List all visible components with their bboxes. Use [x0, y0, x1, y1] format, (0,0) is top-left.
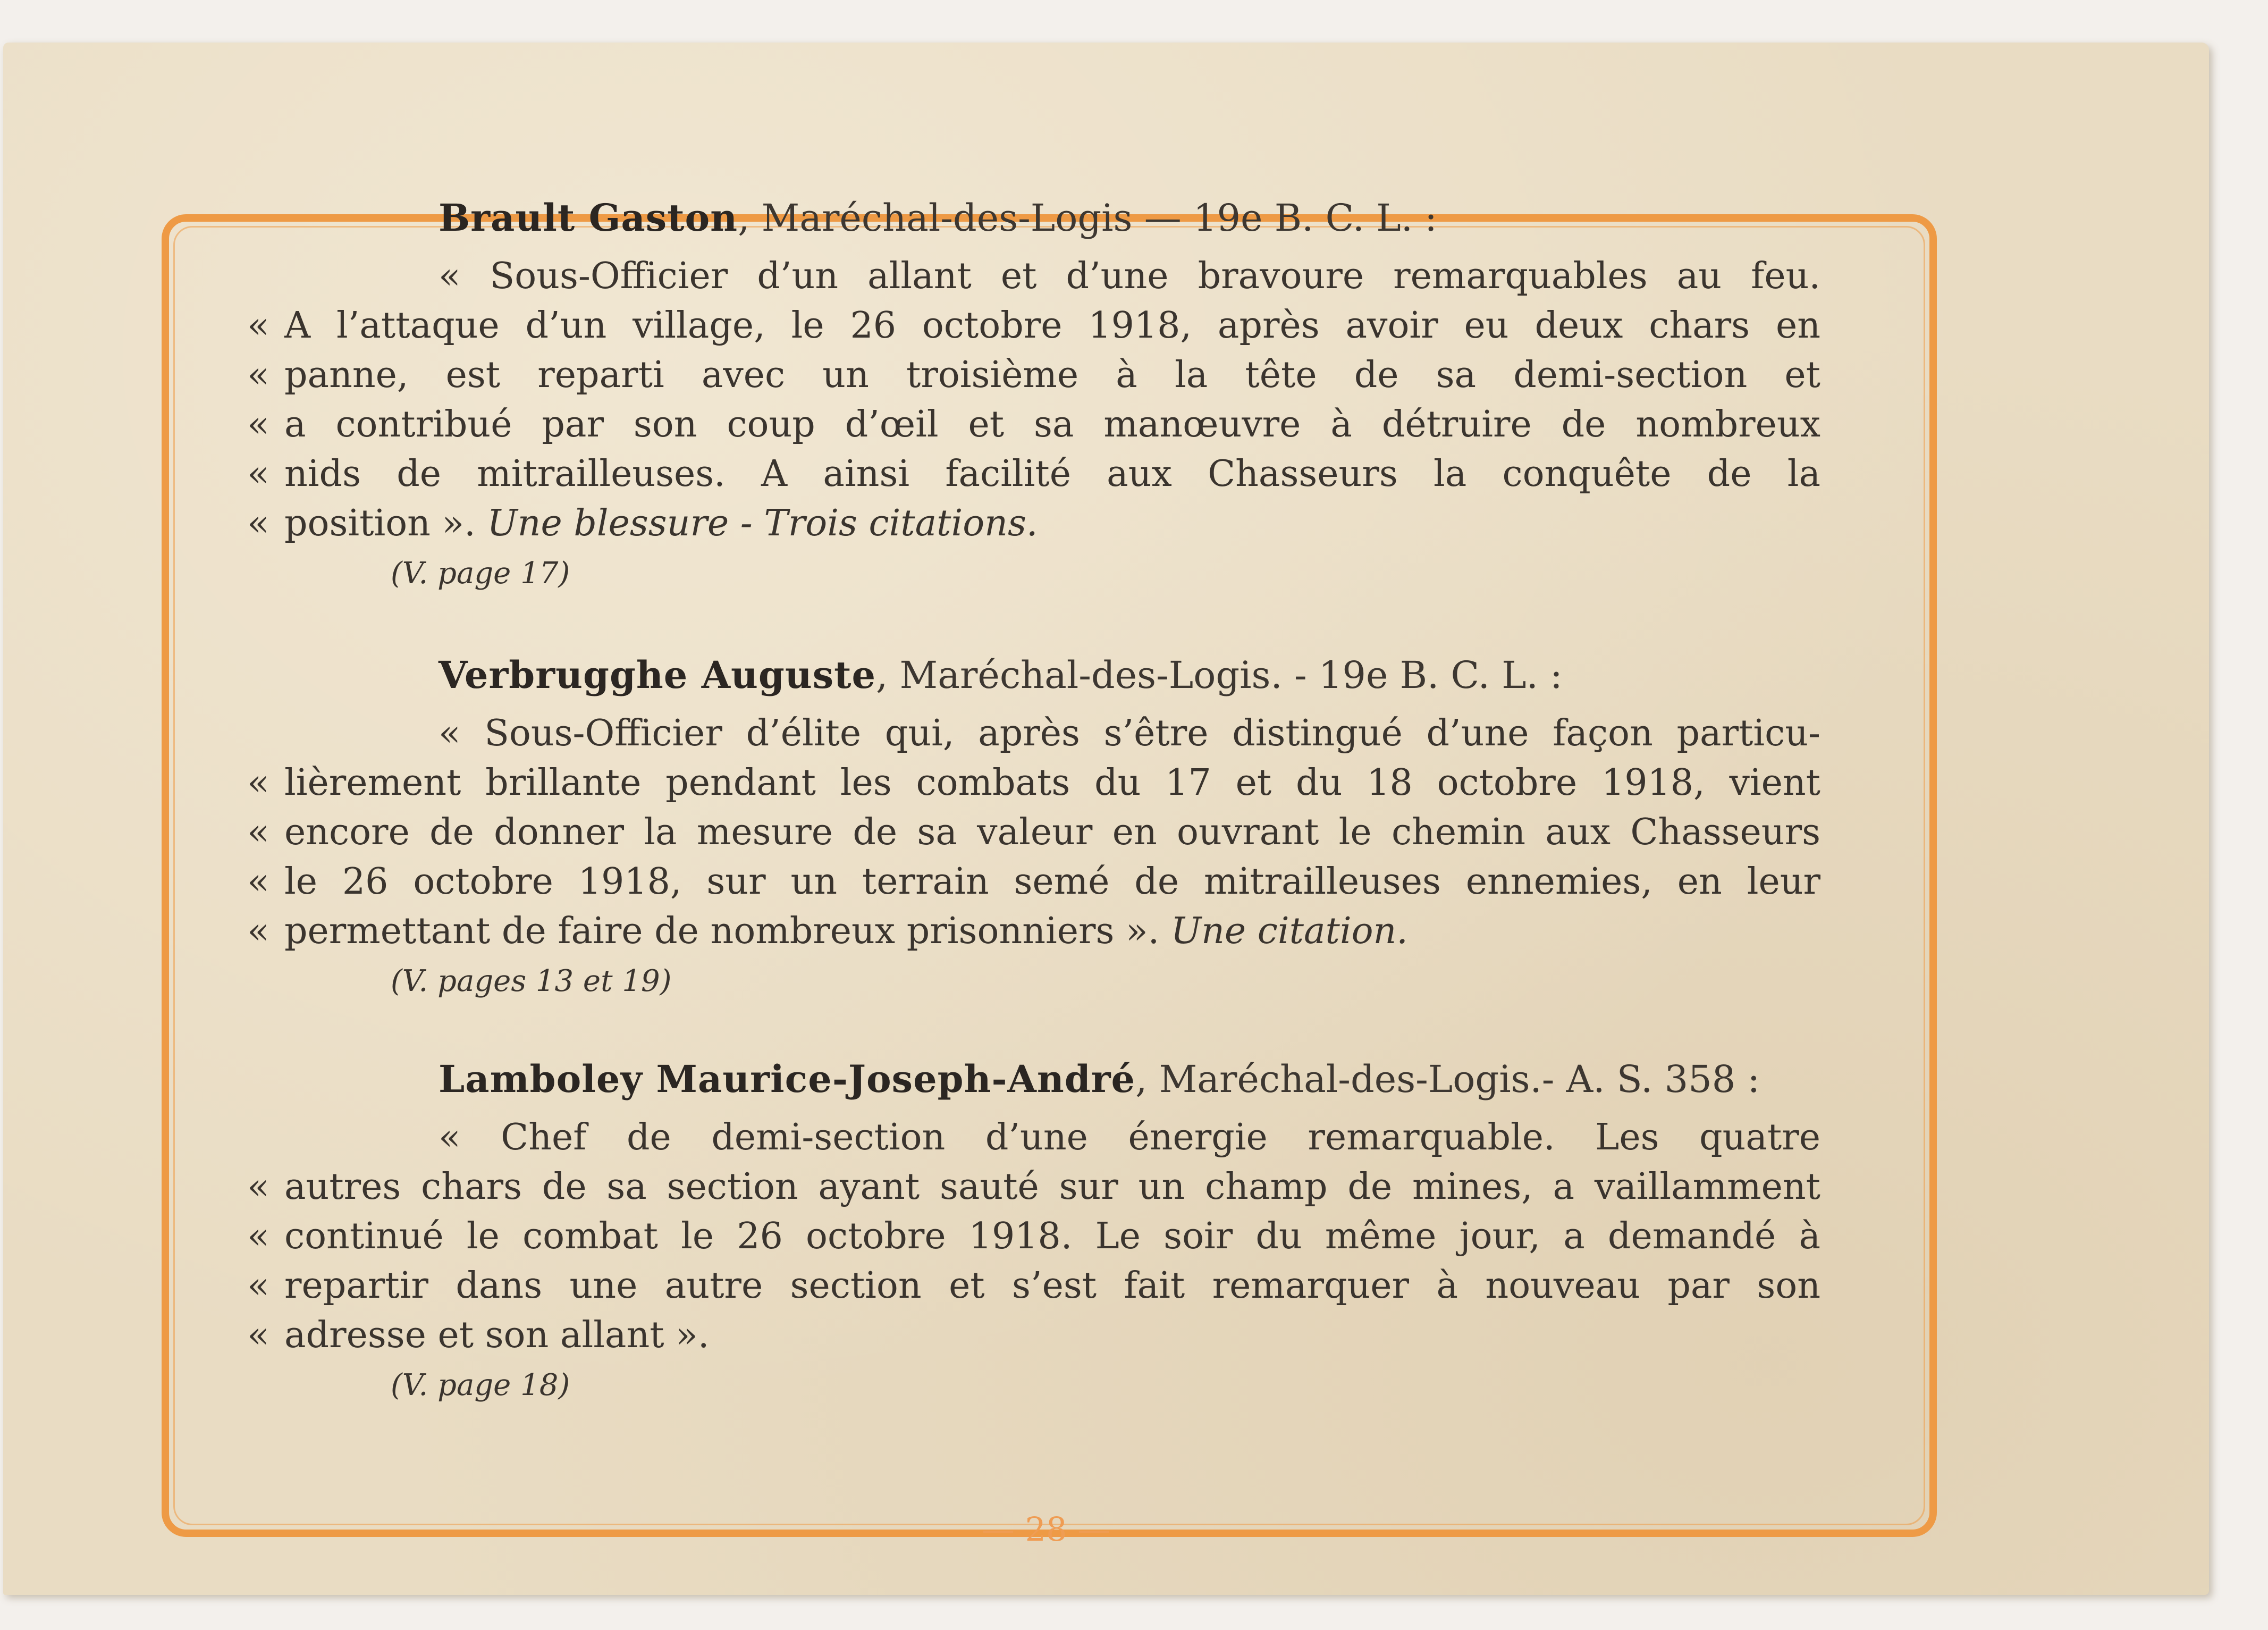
- citation-entry-lamboley: [247, 1055, 1820, 1407]
- quote-mark: «: [247, 1215, 269, 1257]
- citation-line: « encore de donner la mesure de sa valeur en ouvrant le chemin aux Chasseurs: [247, 808, 1820, 857]
- citation-entry-verbrugghe: [247, 651, 1820, 1003]
- page-number: — 28 —: [981, 1510, 1111, 1549]
- citation-line-last: « adresse et son allant ».: [247, 1310, 1820, 1360]
- quote-mark: «: [247, 1265, 269, 1307]
- entry-heading: [439, 1055, 1820, 1103]
- quote-mark: «: [247, 811, 269, 853]
- citation-line: « Sous-Officier d’élite qui, après s’être distingué d’une façon particu-: [439, 712, 1820, 754]
- quote-mark: «: [247, 910, 269, 952]
- citation-entry-brault: [247, 194, 1820, 595]
- citation-line-last: « position ». Une blessure - Trois citations.: [247, 499, 1820, 548]
- quote-mark: «: [247, 502, 269, 544]
- quote-mark: «: [247, 453, 269, 495]
- citation-line-last: « permettant de faire de nombreux prisonniers ». Une citation.: [247, 906, 1820, 956]
- rank-unit: , Maréchal-des-Logis. - 19e B. C. L. :: [876, 653, 1563, 697]
- page-reference: (V. page 17): [391, 556, 570, 591]
- page-reference: (V. pages 13 et 19): [391, 964, 672, 998]
- citation-line: « Chef de demi-section d’une énergie remarquable. Les quatre: [439, 1116, 1820, 1158]
- citation-line: « nids de mitrailleuses. A ainsi facilité aux Chasseurs la conquête de la: [247, 449, 1820, 499]
- citation-summary: Une blessure - Trois citations.: [487, 502, 1038, 544]
- citation-line: « panne, est reparti avec un troisième à la tête de sa demi-section et: [247, 350, 1820, 400]
- citation-summary: Une citation.: [1170, 910, 1408, 952]
- entry-heading: [439, 651, 1820, 699]
- citation-line: « repartir dans une autre section et s’est fait remarquer à nouveau par son: [247, 1261, 1820, 1310]
- soldier-name: Lamboley Maurice-Joseph-André: [439, 1057, 1136, 1101]
- rank-unit: , Maréchal-des-Logis.- A. S. 358 :: [1135, 1057, 1760, 1101]
- citation-line: « autres chars de sa section ayant sauté sur un champ de mines, a vaillamment: [247, 1162, 1820, 1212]
- citation-line: « le 26 octobre 1918, sur un terrain semé de mitrailleuses ennemies, en leur: [247, 857, 1820, 906]
- quote-mark: «: [247, 1314, 269, 1356]
- soldier-name: Brault Gaston: [439, 196, 738, 240]
- quote-mark: «: [247, 861, 269, 903]
- citation-line: « lièrement brillante pendant les combats du 17 et du 18 octobre 1918, vient: [247, 758, 1820, 808]
- citation-line: « A l’attaque d’un village, le 26 octobre 1918, après avoir eu deux chars en: [247, 301, 1820, 350]
- quote-mark: «: [247, 762, 269, 804]
- quote-mark: «: [247, 1166, 269, 1208]
- rank-unit: , Maréchal-des-Logis — 19e B. C. L. :: [738, 196, 1437, 240]
- quote-mark: «: [247, 354, 269, 396]
- citation-line: « a contribué par son coup d’œil et sa manœuvre à détruire de nombreux: [247, 400, 1820, 449]
- soldier-name: Verbrugghe Auguste: [439, 653, 876, 697]
- quote-mark: «: [247, 305, 269, 347]
- quote-mark: «: [247, 404, 269, 446]
- entry-heading: [439, 194, 1820, 242]
- citation-line: « continué le combat le 26 octobre 1918. Le soir du même jour, a demandé à: [247, 1212, 1820, 1261]
- page-reference: (V. page 18): [391, 1368, 570, 1402]
- citation-line: « Sous-Officier d’un allant et d’une bravoure remarquables au feu.: [439, 255, 1820, 297]
